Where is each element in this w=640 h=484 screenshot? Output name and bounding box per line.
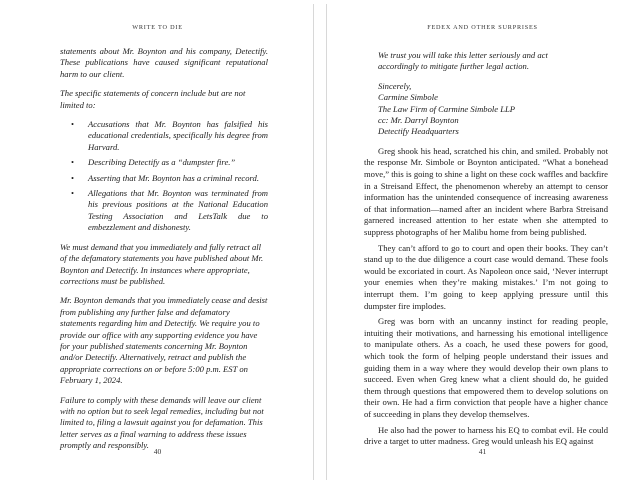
left-page	[2, 4, 314, 480]
list-item: • Asserting that Mr. Boynton has a criminal record.	[88, 173, 268, 184]
list-item: • Describing Detectify as a “dumpster fire.”	[88, 157, 268, 168]
list-item: • Accusations that Mr. Boynton has falsified his educational credentials, specifically his degree from Harvard.	[88, 119, 268, 153]
paragraph: We must demand that you immediately and fully retract all of the defamatory statements you have published about Mr. Boynton and Detectify. In instances where appropriate, corrections must be published.	[60, 241, 264, 286]
paragraph: They can’t afford to go to court and open their books. They can’t stand up to the due diligence a court case would demand. These fools would be excoriated in court. As Napoleon once said, ‘Never interrupt your enemies when they’re making mistakes.’ I’m not going to interrupt them. I’m going to keep applying pressure until this dumpster fire implodes.	[364, 242, 608, 311]
claims-list	[60, 119, 268, 234]
paragraph: statements about Mr. Boynton and his company, Detectify. These publications have caused significant reputational harm to our client.	[60, 46, 268, 79]
page-number-left: 40	[153, 447, 162, 456]
running-head-left: WRITE TO DIE	[132, 24, 183, 31]
paragraph: He also had the power to harness his EQ to combat evil. He could drive a target to utter madness. Greg would unleash his EQ against	[364, 424, 608, 447]
letter-closing	[364, 50, 608, 138]
cc-line: cc: Mr. Darryl Boynton	[378, 115, 459, 126]
right-page	[326, 4, 638, 480]
signer-name: Carmine Simbole	[378, 92, 438, 103]
text-body-right	[364, 50, 608, 452]
running-head-right: FEDEX AND OTHER SURPRISES	[427, 24, 538, 31]
paragraph: Greg shook his head, scratched his chin, and smiled. Probably not the response Mr. Simbole or Boynton anticipated. “What a bonehead move,” this is going to shine a light on these cock waffles and backfire in a Streisand Effect, the phenomenon whereby an attempt to censor information has the unintended consequence of increasing awareness of that information—named after an incident where Barbra Streisand garnered increased attention to her estate when she attempted to suppress photographs of her Malibu home from being published.	[364, 145, 608, 237]
firm-name: The Law Firm of Carmine Simbole LLP	[378, 103, 516, 114]
paragraph: We trust you will take this letter seriously and act accordingly to mitigate further legal action.	[378, 50, 548, 72]
letter-body-left	[60, 46, 268, 460]
paragraph: Greg was born with an uncanny instinct for reading people, intuiting their motivations, and harnessing his emotional intelligence to manipulate others. As a coach, he used these powers for good, which took the form of helping people understand their issues and guiding them in a way where they would develop their own plans to succeed. Even when Greg knew what a client should do, he guided them through questions that empowered them to develop solutions on their own. He had a firm conviction that people have a higher chance of succeeding in plans they develop themselves.	[364, 316, 608, 419]
paragraph: The specific statements of concern include but are not limited to:	[60, 88, 246, 110]
page-number-right: 41	[478, 447, 487, 456]
paragraph: Failure to comply with these demands will leave our client with no option but to seek legal remedies, including but not limited to, filing a lawsuit against you for defamation. This letter serves as a final warning to address these issues promptly and responsibly.	[60, 394, 264, 451]
valediction: Sincerely,	[378, 80, 412, 91]
signature-block	[378, 81, 588, 138]
narrative-text	[364, 146, 608, 448]
paragraph: Mr. Boynton demands that you immediately cease and desist from publishing any further false and defamatory statements regarding him and Detectify. We require you to provide our office with any supporting evidence you have for your published statements concerning Mr. Boynton and/or Detectify. Alternatively, retract and publish the appropriate corrections on or before 5:00 p.m. EST on February 1, 2024.	[60, 295, 268, 386]
cc-line-2: Detectify Headquarters	[378, 126, 459, 137]
list-item: • Allegations that Mr. Boynton was terminated from his previous positions at the National Education Testing Association and LetsTalk due to embezzlement and dishonesty.	[88, 188, 268, 234]
